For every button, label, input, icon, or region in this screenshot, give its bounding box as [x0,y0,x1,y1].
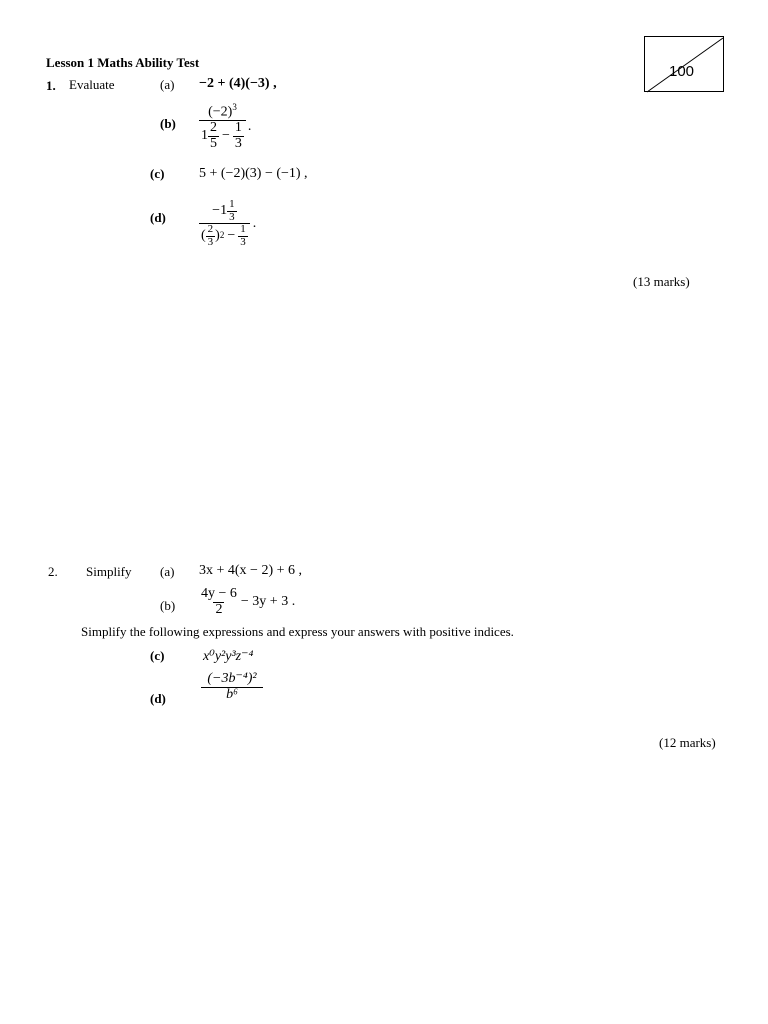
q2d-denominator: b⁶ [201,687,263,703]
q1d-den-frac-num: 2 [207,223,214,236]
q2c-label: (c) [150,648,165,663]
q2d-fraction [201,672,263,702]
q1b-expression [199,103,251,152]
score-value: 100 [669,63,695,80]
q1b-small-frac [233,121,244,151]
q1-marks: (13 marks) [633,274,690,289]
q1d-denominator [199,223,250,248]
q1b-label: (b) [160,116,176,131]
q1c-expression: 5 + (−2)(3) − (−1) , [199,166,308,181]
q1d-expression [199,199,256,248]
q1b-mixed-frac [208,121,219,151]
q1d-num-frac-num: 1 [229,198,235,210]
q2b-rest: − 3y + 3 . [240,594,296,610]
q1b-num-exp: 3 [232,102,237,112]
q2d-numerator: (−3b⁻⁴)² [207,671,257,686]
q1d-den-frac [206,224,216,248]
q2-number: 2. [48,564,58,579]
q1a-expression: −2 + (4)(−3) , [199,76,277,91]
q1d-open-paren: ( [201,227,206,243]
q2b-label: (b) [160,598,176,613]
q1-number: 1. [46,78,56,93]
q1b-mixed-whole: 1 [201,128,208,144]
q1d-label: (d) [150,210,166,225]
q2a-label: (a) [160,564,175,579]
q1d-den-small-frac [238,224,248,248]
q1a-label: (a) [160,77,175,92]
q1d-fraction [199,199,250,248]
q1b-mixed-num: 2 [210,120,217,136]
q1-instruction: Evaluate [69,77,115,92]
q1c-label: (c) [150,166,165,181]
q1d-minus: − [227,227,236,243]
q1b-mixed-den: 5 [210,136,217,152]
score-box [644,36,724,92]
page-title: Lesson 1 Maths Ability Test [46,55,200,70]
q1b-frac-num: 1 [234,120,242,136]
q1b-frac-den: 3 [234,136,242,152]
q2b-numerator: 4y − 6 [201,586,237,601]
q1d-num-frac-den: 3 [229,210,235,223]
q1d-den-b-den: 3 [240,235,246,248]
q1d-num-frac [227,199,237,223]
q1b-numerator [206,103,239,120]
q2d-expression [201,672,263,702]
q1b-end: . [247,119,252,135]
q1b-num-base: (−2) [208,104,233,120]
q2-marks: (12 marks) [659,735,716,750]
q1b-minus: − [222,128,230,144]
q2-instruction: Simplify [86,564,132,579]
q2-note: Simplify the following expressions and express your answers with positive indices. [81,624,514,639]
q1d-den-exp: 2 [219,230,225,241]
q1d-close-paren: ) [215,227,220,243]
q2b-expression [199,587,295,617]
q1d-numerator [210,199,238,223]
q1d-end: . [252,215,257,231]
q2a-expression: 3x + 4(x − 2) + 6 , [199,563,303,578]
q2c-expression: x⁰y²y³z⁻⁴ [203,649,254,664]
q1d-den-frac-den: 3 [207,235,214,248]
q2b-fraction [199,587,239,617]
q2d-label: (d) [150,691,166,706]
q1d-den-b-num: 1 [240,223,246,236]
q2b-denominator: 2 [215,601,223,617]
q1b-denominator [199,120,246,151]
q1b-fraction [199,103,246,152]
q1d-num-whole: −1 [212,202,228,218]
